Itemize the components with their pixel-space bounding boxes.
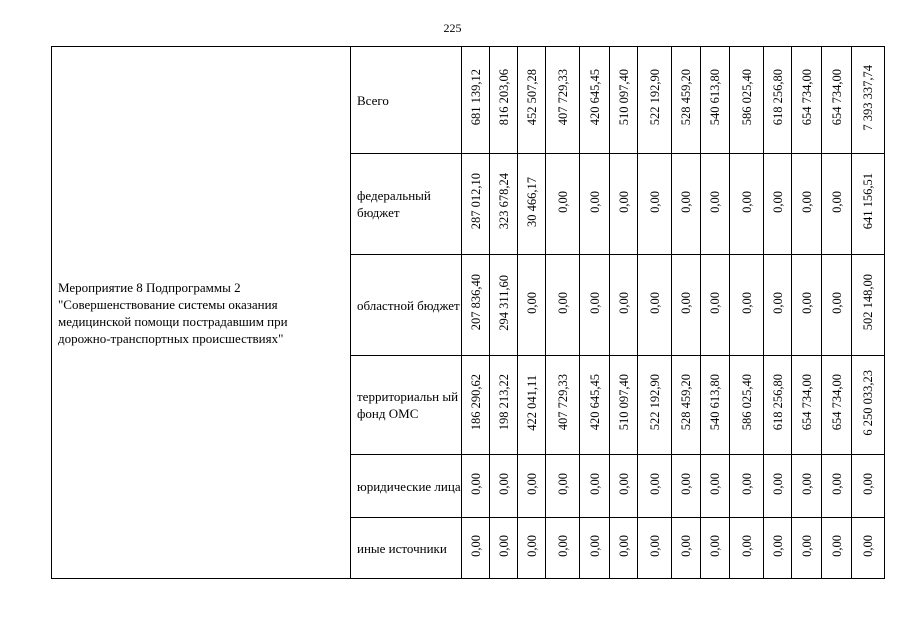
amount-value: 0,00 [524, 291, 539, 314]
amount-cell [462, 154, 490, 255]
amount-value: 0,00 [708, 472, 722, 495]
amount-value: 0,00 [647, 291, 662, 314]
amount-value: 0,00 [647, 534, 662, 557]
amount-cell [730, 356, 764, 455]
amount-value: 618 256,80 [770, 69, 785, 126]
funding-source-cell: Всего [351, 47, 462, 154]
amount-cell [792, 518, 822, 579]
amount-cell [490, 47, 518, 154]
amount-value: 0,00 [799, 534, 814, 557]
amount-cell [462, 455, 490, 518]
budget-table [51, 46, 885, 579]
amount-value: 0,00 [770, 291, 785, 314]
amount-value: 0,00 [524, 534, 539, 557]
amount-cell [638, 356, 672, 455]
amount-cell [701, 255, 730, 356]
amount-value: 0,00 [468, 534, 483, 557]
activity-name-line: "Совершенствование системы оказания [58, 296, 278, 312]
amount-value: 0,00 [861, 472, 875, 495]
amount-cell [518, 154, 546, 255]
funding-source-cell: юридические лица [351, 455, 462, 518]
amount-cell [610, 356, 638, 455]
amount-value: 654 734,00 [799, 69, 814, 126]
amount-cell [638, 455, 672, 518]
amount-cell [701, 518, 730, 579]
amount-cell [580, 47, 610, 154]
amount-cell [672, 47, 701, 154]
amount-cell [580, 455, 610, 518]
amount-cell [822, 154, 852, 255]
amount-value: 422 041,11 [524, 374, 539, 431]
amount-value: 510 097,40 [616, 69, 631, 126]
amount-value: 0,00 [770, 534, 785, 557]
amount-value: 0,00 [739, 291, 754, 314]
amount-value: 510 097,40 [616, 374, 631, 431]
amount-value: 287 012,10 [468, 173, 483, 230]
amount-value: 654 734,00 [829, 69, 844, 126]
amount-value: 528 459,20 [679, 374, 693, 431]
amount-value: 0,00 [555, 472, 570, 495]
amount-value: 0,00 [647, 472, 662, 495]
amount-cell [701, 154, 730, 255]
amount-cell [792, 47, 822, 154]
amount-value: 641 156,51 [861, 173, 875, 230]
amount-value: 0,00 [555, 291, 570, 314]
amount-cell [518, 455, 546, 518]
amount-value: 0,00 [679, 190, 693, 213]
amount-cell [852, 154, 885, 255]
amount-value: 407 729,33 [555, 69, 570, 126]
amount-cell [672, 255, 701, 356]
amount-cell [764, 47, 792, 154]
amount-cell [518, 47, 546, 154]
amount-value: 0,00 [616, 291, 631, 314]
amount-value: 0,00 [616, 190, 631, 213]
activity-name-line: медицинской помощи пострадавшим при [58, 313, 288, 329]
amount-value: 198 213,22 [496, 374, 511, 431]
amount-cell [730, 154, 764, 255]
amount-cell [822, 356, 852, 455]
funding-source-cell: областной бюджет [351, 255, 462, 356]
page-number: 225 [443, 21, 462, 35]
amount-value: 0,00 [496, 534, 511, 557]
amount-cell [462, 356, 490, 455]
amount-value: 0,00 [799, 472, 814, 495]
amount-value: 0,00 [616, 472, 631, 495]
amount-cell [852, 255, 885, 356]
amount-cell [764, 455, 792, 518]
amount-cell [764, 356, 792, 455]
amount-value: 654 734,00 [799, 374, 814, 431]
amount-cell [610, 47, 638, 154]
amount-cell [610, 518, 638, 579]
activity-name-line: дорожно-транспортных происшествиях" [58, 330, 284, 346]
amount-cell [701, 356, 730, 455]
amount-value: 0,00 [587, 472, 602, 495]
funding-source-cell: территориальн ый фонд ОМС [351, 356, 462, 455]
amount-value: 0,00 [496, 472, 511, 495]
amount-value: 0,00 [739, 190, 754, 213]
amount-cell [490, 255, 518, 356]
amount-cell [822, 518, 852, 579]
amount-value: 0,00 [829, 534, 844, 557]
amount-value: 420 645,45 [587, 374, 602, 431]
amount-cell [580, 518, 610, 579]
amount-value: 452 507,28 [524, 69, 539, 126]
amount-value: 207 836,40 [468, 274, 483, 331]
amount-cell [490, 518, 518, 579]
amount-value: 654 734,00 [829, 374, 844, 431]
amount-value: 0,00 [587, 291, 602, 314]
amount-value: 502 148,00 [861, 274, 875, 331]
amount-value: 522 192,90 [647, 374, 662, 431]
amount-cell [672, 455, 701, 518]
amount-cell [638, 47, 672, 154]
amount-cell [610, 255, 638, 356]
amount-cell [638, 518, 672, 579]
amount-cell [518, 255, 546, 356]
amount-value: 0,00 [708, 534, 722, 557]
amount-value: 0,00 [799, 190, 814, 213]
amount-cell [822, 255, 852, 356]
amount-value: 0,00 [679, 472, 693, 495]
amount-cell [610, 455, 638, 518]
amount-value: 0,00 [739, 534, 754, 557]
amount-cell [546, 455, 580, 518]
table-row [52, 47, 885, 154]
amount-cell [701, 455, 730, 518]
amount-cell [672, 518, 701, 579]
amount-value: 0,00 [861, 534, 875, 557]
amount-cell [672, 356, 701, 455]
amount-cell [518, 518, 546, 579]
amount-value: 681 139,12 [468, 69, 483, 126]
amount-cell [764, 518, 792, 579]
amount-value: 0,00 [770, 190, 785, 213]
amount-value: 323 678,24 [496, 173, 511, 230]
amount-value: 540 613,80 [708, 374, 722, 431]
amount-cell [764, 255, 792, 356]
amount-value: 420 645,45 [587, 69, 602, 126]
amount-cell [730, 518, 764, 579]
amount-cell [580, 154, 610, 255]
amount-cell [638, 255, 672, 356]
amount-value: 7 393 337,74 [861, 64, 875, 131]
amount-cell [546, 47, 580, 154]
amount-value: 618 256,80 [770, 374, 785, 431]
amount-value: 186 290,62 [468, 374, 483, 431]
amount-value: 816 203,06 [496, 69, 511, 126]
amount-cell [490, 455, 518, 518]
amount-cell [638, 154, 672, 255]
amount-value: 586 025,40 [739, 374, 754, 431]
amount-cell [462, 518, 490, 579]
amount-cell [730, 47, 764, 154]
amount-value: 0,00 [679, 291, 693, 314]
amount-value: 0,00 [524, 472, 539, 495]
amount-cell [490, 154, 518, 255]
amount-value: 0,00 [770, 472, 785, 495]
amount-value: 0,00 [616, 534, 631, 557]
amount-value: 0,00 [555, 534, 570, 557]
amount-value: 522 192,90 [647, 69, 662, 126]
amount-value: 0,00 [829, 472, 844, 495]
amount-cell [518, 356, 546, 455]
amount-cell [822, 47, 852, 154]
amount-value: 0,00 [829, 291, 844, 314]
amount-value: 0,00 [468, 472, 483, 495]
amount-cell [730, 255, 764, 356]
amount-cell [701, 47, 730, 154]
amount-cell [580, 255, 610, 356]
amount-value: 540 613,80 [708, 69, 722, 126]
amount-value: 0,00 [647, 190, 662, 213]
amount-cell [792, 255, 822, 356]
amount-value: 6 250 033,23 [861, 369, 875, 436]
amount-value: 407 729,33 [555, 374, 570, 431]
amount-cell [792, 455, 822, 518]
amount-cell [672, 154, 701, 255]
amount-value: 0,00 [555, 190, 570, 213]
amount-cell [764, 154, 792, 255]
amount-cell [490, 356, 518, 455]
amount-cell [852, 518, 885, 579]
amount-cell [546, 518, 580, 579]
amount-cell [822, 455, 852, 518]
amount-value: 0,00 [799, 291, 814, 314]
activity-name-cell [52, 47, 351, 579]
amount-cell [546, 356, 580, 455]
amount-cell [852, 455, 885, 518]
amount-cell [852, 356, 885, 455]
amount-value: 586 025,40 [739, 69, 754, 126]
amount-value: 0,00 [587, 534, 602, 557]
amount-cell [792, 154, 822, 255]
funding-source-cell: иные источники [351, 518, 462, 579]
amount-cell [462, 47, 490, 154]
amount-cell [546, 255, 580, 356]
amount-value: 294 311,60 [496, 274, 511, 331]
amount-cell [580, 356, 610, 455]
amount-value: 0,00 [739, 472, 754, 495]
amount-value: 0,00 [829, 190, 844, 213]
funding-source-cell: федеральный бюджет [351, 154, 462, 255]
amount-value: 0,00 [708, 190, 722, 213]
amount-cell [462, 255, 490, 356]
amount-value: 30 466,17 [524, 176, 539, 227]
amount-value: 0,00 [679, 534, 693, 557]
amount-value: 0,00 [708, 291, 722, 314]
amount-cell [730, 455, 764, 518]
amount-cell [852, 47, 885, 154]
amount-cell [792, 356, 822, 455]
amount-cell [610, 154, 638, 255]
amount-value: 0,00 [587, 190, 602, 213]
activity-name-line: Мероприятие 8 Подпрограммы 2 [58, 279, 241, 295]
amount-cell [546, 154, 580, 255]
amount-value: 528 459,20 [679, 69, 693, 126]
